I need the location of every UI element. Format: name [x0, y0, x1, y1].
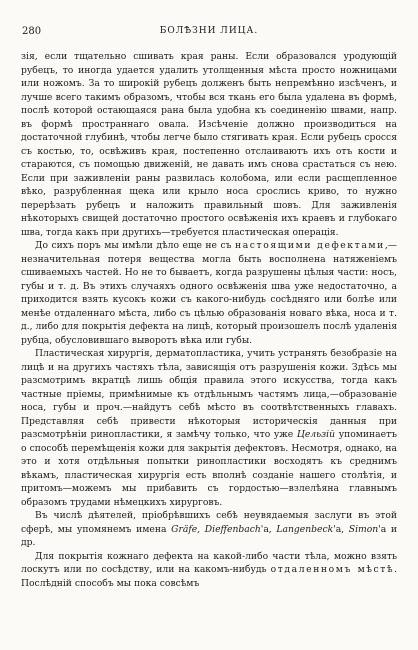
- text-run: 'a и др.: [21, 523, 397, 548]
- paragraph: [21, 50, 397, 239]
- text-run: 'a,: [260, 523, 277, 535]
- paragraph: [21, 239, 397, 347]
- italic-name: Langenbeck: [276, 523, 334, 535]
- text-run: зія, если тщательно сшивать края раны. Если образовался уродующій рубецъ, то иногда удается удалить утолщенныя мѣста просто ножницами или ножомъ. За то широкій рубецъ долженъ быть непремѣнно изсѣченъ, и лучше всего такимъ образомъ, чтобы вся ткань его была удалена въ формѣ, послѣ которой остающаяся рана была удобна къ соединенію швами, напр. въ формѣ пространнаго овала. Изсѣченіе должно производиться на достаточной глубинѣ, чтобы легче было стягивать края. Если рубецъ сросся съ костью, то, освѣживъ края, постепенно отслаиваютъ ихъ отъ кости и стараются, съ помощью движеній, не давать имъ снова срастаться съ нею. Если при заживленіи раны развилась колобома, или если расщепленное вѣко, разрубленная щека или крыло носа срослись криво, то нужно перерѣзать рубецъ и наложить правильный шовъ. Для заживленія нѣкоторыхъ свищей достаточно простого освѣженія ихъ краевъ и глубокаго шва, тогда какъ при другихъ—требуется пластическая операція.: [21, 51, 397, 238]
- italic-name: Цельзій: [296, 429, 336, 440]
- text-run: Въ числѣ дѣятелей, пріобрѣвшихъ себѣ неувядаемыя заслуги въ этой сферѣ, мы упомянемъ имена: [21, 510, 397, 535]
- paragraph: [21, 509, 397, 550]
- italic-name: Simon: [348, 523, 379, 535]
- paragraph: [21, 550, 397, 591]
- page-header: [22, 26, 396, 40]
- page-body-text: [21, 50, 397, 590]
- spaced-emphasis: отдаленномъ мѣстѣ: [270, 564, 395, 575]
- italic-name: Gräfe, Dieffenbach: [171, 523, 261, 535]
- text-run: До сихъ поръ мы имѣли дѣло еще не съ: [35, 240, 235, 251]
- text-run: упоминаетъ о способѣ перемѣщенія кожи для закрытія дефектовъ. Несмотря, однако, на это и хотя отдѣльныя попытки ринопластики восходятъ къ среднимъ вѣкамъ, пластическая хирургія есть вполнѣ созданіе нашего столѣтія, и притомъ—можемъ мы прибавить съ гордостью—взлелѣяна главнымъ образомъ трудами нѣмецкихъ хирурговъ.: [21, 429, 397, 508]
- text-run: Пластическая хирургія, дерматопластика, учить устранять безобразіе на лицѣ и на другихъ частяхъ тѣла, зависящія отъ разрушенія кожи. Здѣсь мы разсмотримъ вкратцѣ лишь общія правила этого искусства, тогда какъ частные пріемы, примѣнимые къ отдѣльнымъ частямъ лица,—образованіе носа, губы и проч.—найдутъ себѣ мѣсто въ соотвѣтственныхъ главахъ. Представляя себѣ привести нѣкоторыя историческія данныя при разсмотрѣніи ринопластики, я замѣчу только, что уже: [21, 348, 397, 440]
- text-run: Для покрытія кожнаго дефекта на какой-либо части тѣла, можно взять лоскутъ или по сосѣдству, или на какомъ-нибудь: [21, 550, 397, 575]
- paragraph: [21, 347, 397, 509]
- text-run: ,— незначительная потеря вещества могла быть восполнена натяженіемъ сшиваемыхъ частей. Но не то бываетъ, когда разрушены цѣлыя части: носъ, губы и т. д. Въ этихъ случаяхъ одного освѣженія шва уже недостаточно, а приходится взять кусокъ кожи съ какого-нибудь сосѣдняго или болѣе или менѣе отдаленнаго мѣста, либо съ цѣлью образованія новаго вѣка, носа и т. д., либо для покрытія дефекта на лицѣ, который произошелъ послѣ удаленія рубца, обусловившаго выворотъ вѣка или губы.: [21, 240, 397, 346]
- running-title: БОЛѢЗНИ ЛИЦА.: [159, 26, 259, 36]
- page-number: 280: [22, 26, 42, 37]
- text-run: . Послѣдній способъ мы пока совсѣмъ: [21, 564, 398, 589]
- spaced-emphasis: настоящими дефектами: [234, 240, 385, 251]
- text-run: 'a,: [333, 523, 349, 535]
